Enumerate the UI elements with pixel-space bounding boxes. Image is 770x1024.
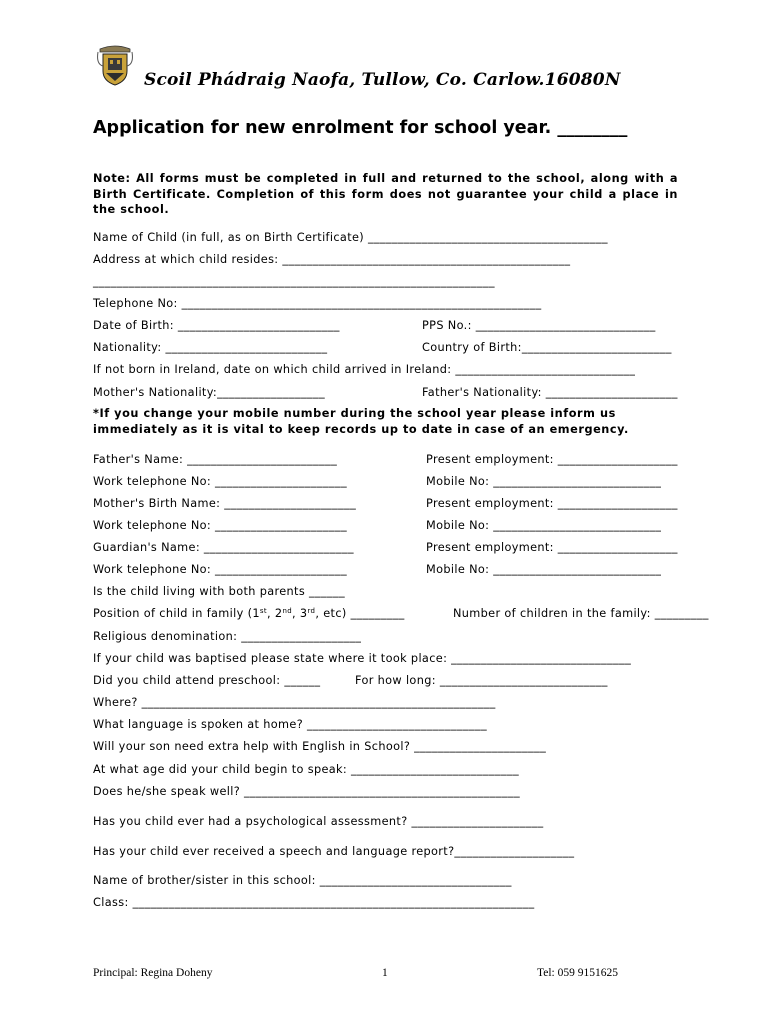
telephone-field[interactable]: Telephone No: ____________________________________________________________: [93, 297, 542, 310]
nationality-field[interactable]: Nationality: ___________________________: [93, 341, 328, 354]
mother-employment-field[interactable]: Present employment: ____________________: [426, 497, 678, 510]
father-work-telephone-field[interactable]: Work telephone No: ______________________: [93, 475, 347, 488]
ordinal-nd: nd: [282, 607, 293, 615]
date-of-birth-field[interactable]: Date of Birth: ___________________________: [93, 319, 340, 332]
sibling-name-field[interactable]: Name of brother/sister in this school: ________________________________: [93, 874, 512, 887]
preschool-duration-field[interactable]: For how long: ____________________________: [355, 674, 608, 687]
baptised-field[interactable]: If your child was baptised please state where it took place: ______________________________: [93, 652, 632, 665]
footer-telephone: Tel: 059 9151625: [537, 967, 618, 979]
country-of-birth-field[interactable]: Country of Birth:_________________________: [422, 341, 672, 354]
school-name: Scoil Phádraig Naofa, Tullow, Co. Carlow.16080N: [144, 70, 621, 90]
father-employment-field[interactable]: Present employment: ____________________: [426, 453, 678, 466]
mobile-warning: *If you change your mobile number during the school year please inform us immediately as it is vital to keep records up to date in case of an emergency.: [93, 407, 629, 436]
address-continued-field[interactable]: ___________________________________________________________________: [93, 275, 495, 288]
psychological-assessment-field[interactable]: Has you child ever had a psychological assessment? ______________________: [93, 815, 544, 828]
number-of-children-field[interactable]: Number of children in the family: _________: [453, 607, 709, 620]
guardian-employment-field[interactable]: Present employment: ____________________: [426, 541, 678, 554]
ordinal-st: st: [259, 607, 268, 615]
mother-nationality-field[interactable]: Mother's Nationality:__________________: [93, 386, 326, 399]
mother-birth-name-field[interactable]: Mother's Birth Name: ______________________: [93, 497, 357, 510]
form-note: Note: All forms must be completed in full and returned to the school, along with a Birth Certificate. Completion of this form does not guarantee your child a place in the school.: [93, 172, 678, 216]
father-name-field[interactable]: Father's Name: _________________________: [93, 453, 338, 466]
guardian-mobile-field[interactable]: Mobile No: ____________________________: [426, 563, 662, 576]
position-in-family-field[interactable]: [93, 607, 405, 621]
sibling-class-field[interactable]: Class: ___________________________________________________________________: [93, 896, 535, 909]
home-language-field[interactable]: What language is spoken at home? ______________________________: [93, 718, 487, 731]
pps-field[interactable]: PPS No.: ______________________________: [422, 319, 656, 332]
position-separator-1: , 2: [267, 607, 283, 620]
position-label: Position of child in family (1: [93, 607, 260, 620]
position-separator-2: , 3: [292, 607, 308, 620]
school-crest-icon: [96, 44, 134, 86]
speaks-well-field[interactable]: Does he/she speak well? ______________________________________________: [93, 785, 520, 798]
mother-mobile-field[interactable]: Mobile No: ____________________________: [426, 519, 662, 532]
guardian-work-telephone-field[interactable]: Work telephone No: ______________________: [93, 563, 347, 576]
footer-principal: Principal: Regina Doheny: [93, 967, 213, 979]
ordinal-rd: rd: [307, 607, 316, 615]
father-nationality-field[interactable]: Father's Nationality: ______________________: [422, 386, 678, 399]
arrival-ireland-field[interactable]: If not born in Ireland, date on which child arrived in Ireland: ______________________________: [93, 363, 636, 376]
speaking-age-field[interactable]: At what age did your child begin to speak: ____________________________: [93, 763, 519, 776]
religion-field[interactable]: Religious denomination: ____________________: [93, 630, 362, 643]
mother-work-telephone-field[interactable]: Work telephone No: ______________________: [93, 519, 347, 532]
position-blank: , etc) _________: [315, 607, 405, 620]
father-mobile-field[interactable]: Mobile No: ____________________________: [426, 475, 662, 488]
child-name-field[interactable]: Name of Child (in full, as on Birth Certificate) ________________________________________: [93, 231, 608, 244]
both-parents-field[interactable]: Is the child living with both parents ______: [93, 585, 345, 598]
speech-report-field[interactable]: Has your child ever received a speech and language report?____________________: [93, 845, 575, 858]
form-title: Application for new enrolment for school year. ________: [93, 118, 628, 138]
address-field[interactable]: Address at which child resides: ________________________________________________: [93, 253, 571, 266]
english-help-field[interactable]: Will your son need extra help with English in School? ______________________: [93, 740, 547, 753]
preschool-where-field[interactable]: Where? ___________________________________________________________: [93, 696, 496, 709]
guardian-name-field[interactable]: Guardian's Name: _________________________: [93, 541, 354, 554]
preschool-field[interactable]: Did you child attend preschool: ______: [93, 674, 321, 687]
page-number: 1: [382, 967, 388, 979]
